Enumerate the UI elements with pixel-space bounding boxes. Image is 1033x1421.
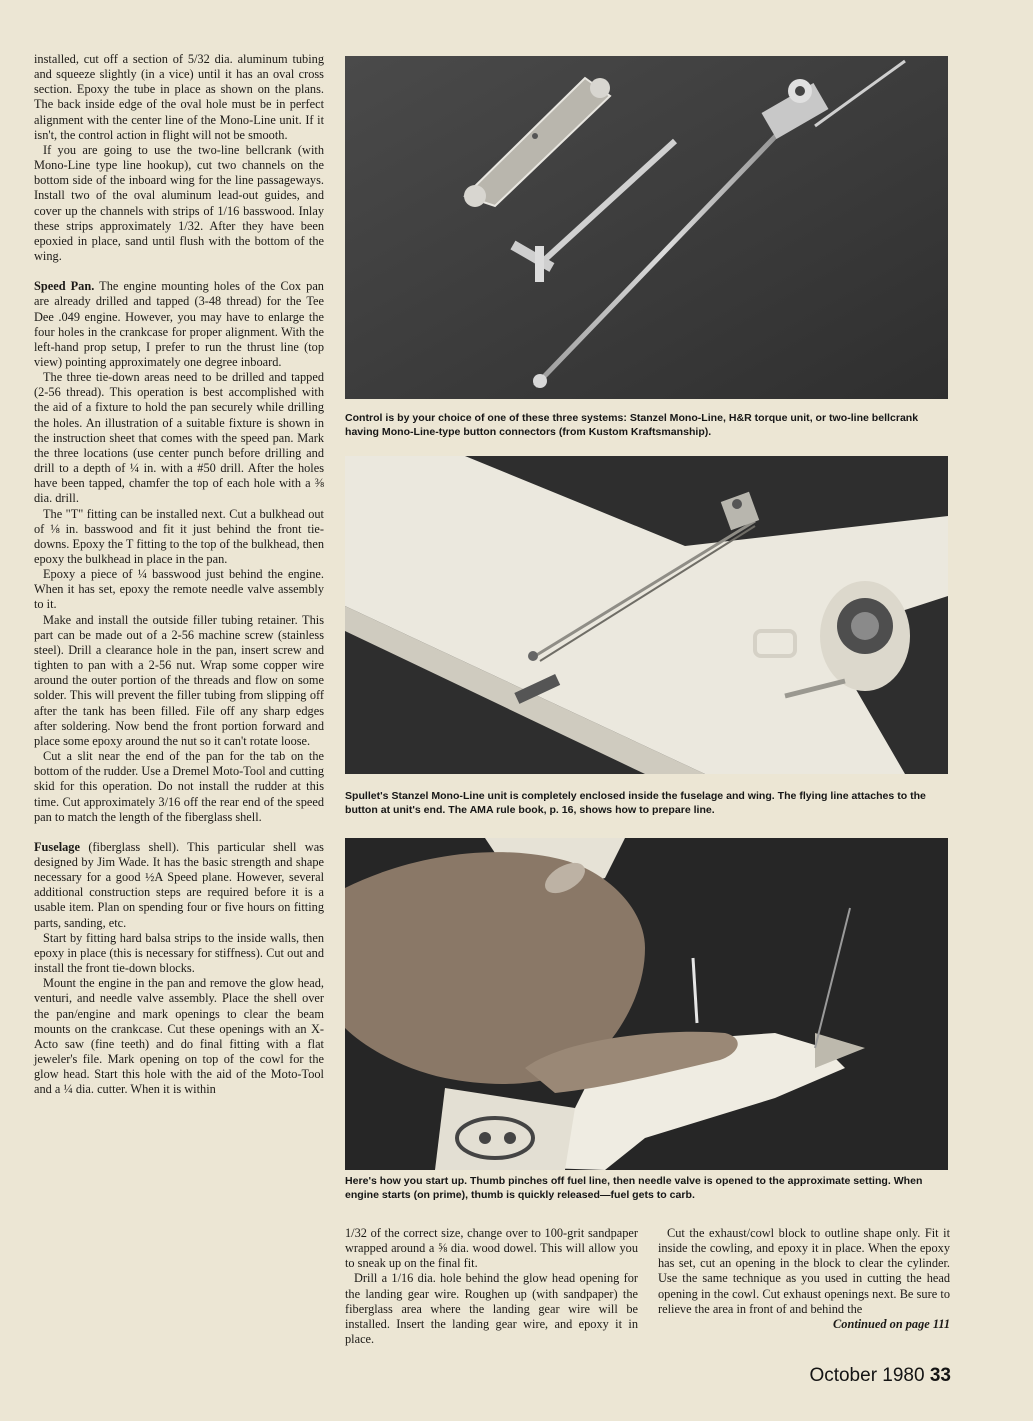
paragraph-text: The engine mounting holes of the Cox pan are already drilled and tapped (3-48 thread) for the Tee Dee .049 engine. However, you may have to enlarge the four holes in the crankcase for proper alignment. With the left-hand prop setup, I prefer to run the thrust line (top view) pointing approximately one degree inboard. [34, 279, 324, 369]
page-number: 33 [929, 1365, 951, 1386]
section-heading-speed-pan: Speed Pan. [34, 279, 95, 294]
photo-start-up [345, 838, 948, 1170]
paragraph [34, 279, 324, 370]
photo-control-systems [345, 56, 948, 399]
left-text-column [34, 52, 324, 1097]
paragraph: Mount the engine in the pan and remove the glow head, venturi, and needle valve assembly. Place the shell over the pan/engine and mark openings to clear the beam mounts on the crankcase. Cut these openings with an X-Acto saw (fine teeth) and do final fitting with a flat jeweler's file. Mark opening on top of the cowl for the glow head. Start this hole with the aid of the Moto-Tool and a ¼ dia. cutter. When it is within [34, 976, 324, 1097]
paragraph: Cut the exhaust/cowl block to outline shape only. Fit it inside the cowling, and epoxy it in place. When the epoxy has set, cut an opening in the block to clear the cylinder. Use the same technique as you used in cutting the head opening in the cowl. Cut exhaust openings next. Be sure to relieve the area in front of and behind the [658, 1226, 950, 1316]
issue-date: October 1980 [809, 1365, 925, 1386]
paragraph: The "T" fitting can be installed next. Cut a bulkhead out of ⅛ in. basswood and fit it just behind the front tie-downs. Epoxy the T fitting to the top of the bulkhead, then epoxy the bulkhead in place in the pan. [34, 506, 324, 566]
photo-caption: Here's how you start up. Thumb pinches off fuel line, then needle valve is opened to the approximate setting. When engine starts (on prime), thumb is quickly released—fuel gets to carb. [345, 1175, 923, 1201]
paragraph [34, 840, 324, 931]
continued-note: Continued on page 111 [833, 1316, 950, 1331]
page-footer [809, 1365, 951, 1387]
photo-caption: Control is by your choice of one of these three systems: Stanzel Mono-Line, H&R torque unit, or two-line bellcrank having Mono-Line-type button connectors (from Kustom Kraftsmanship). [345, 412, 919, 438]
paragraph-text: (fiberglass shell). This particular shell was designed by Jim Wade. It has the basic strength and shape necessary for a good ½A Speed plane. However, several additional construction steps are required before it is a usable item. Plan on spending four or five hours on fitting parts, sanding, etc. [34, 839, 324, 930]
middle-text-column [345, 1226, 638, 1347]
paragraph: Cut a slit near the end of the pan for the tab on the bottom of the rudder. Use a Dremel Moto-Tool and cutting skid for this operation. Do not install the rudder at this time. Cut approximately 3/16 off the rear end of the speed pan to match the length of the fiberglass shell. [34, 749, 324, 824]
paragraph: The three tie-down areas need to be drilled and tapped (2-56 thread). This operation is best accomplished with the aid of a fixture to hold the pan securely while drilling the holes. An illustration of a suitable fixture is shown in the instruction sheet that comes with the speed pan. Mark the three locations (use center punch before drilling and drill to a depth of ¼ in. with a #50 drill. After the holes have been tapped, chamfer the top of each hole with a ⅜ dia. drill. [34, 370, 324, 506]
paragraph: If you are going to use the two-line bellcrank (with Mono-Line type line hookup), cut two channels on the bottom side of the inboard wing for the line passageways. Install two of the oval aluminum lead-out guides, and cover up the channels with strips of 1/16 basswood. Inlay these strips approximately 1/32. After they have been epoxied in place, sand until flush with the bottom of the wing. [34, 142, 324, 264]
paragraph: 1/32 of the correct size, change over to 100-grit sandpaper wrapped around a ⅝ dia. wood dowel. This will allow you to sneak up on the final fit. [345, 1226, 638, 1271]
photo-caption: Spullet's Stanzel Mono-Line unit is completely enclosed inside the fuselage and wing. The flying line attaches to the button at unit's end. The AMA rule book, p. 16, shows how to prepare line. [345, 790, 926, 816]
section-heading-fuselage: Fuselage [34, 839, 80, 854]
paragraph: Start by fitting hard balsa strips to the inside walls, then epoxy in place (this is necessary for stiffness). Cut out and install the front tie-down blocks. [34, 930, 324, 976]
photo-mono-line-unit [345, 456, 948, 774]
paragraph: installed, cut off a section of 5/32 dia. aluminum tubing and squeeze slightly (in a vice) until it has an oval cross section. Epoxy the tube in place as shown on the plans. The back inside edge of the oval hole must be in perfect alignment with the center line of the Mono-Line unit. If it isn't, the control action in flight will not be smooth. [34, 52, 324, 142]
paragraph: Epoxy a piece of ¼ basswood just behind the engine. When it has set, epoxy the remote needle valve assembly to it. [34, 567, 324, 612]
paragraph: Drill a 1/16 dia. hole behind the glow head opening for the landing gear wire. Roughen up (with sandpaper) the fiberglass area where the landing gear wire will be installed. Insert the landing gear wire, and epoxy it in place. [345, 1271, 638, 1347]
right-text-column [658, 1226, 950, 1332]
paragraph: Make and install the outside filler tubing retainer. This part can be made out of a 2-56 machine screw (stainless steel). Drill a clearance hole in the pan, insert screw and tighten to pan with a 2-56 nut. Wrap some copper wire around the outer portion of the threads and flow on some solder. This will prevent the filler tubing from slipping off after the tank has been filled. File off any sharp edges after soldering. Now bend the front portion forward and place some epoxy around the nut so it can't rotate loose. [34, 612, 324, 748]
